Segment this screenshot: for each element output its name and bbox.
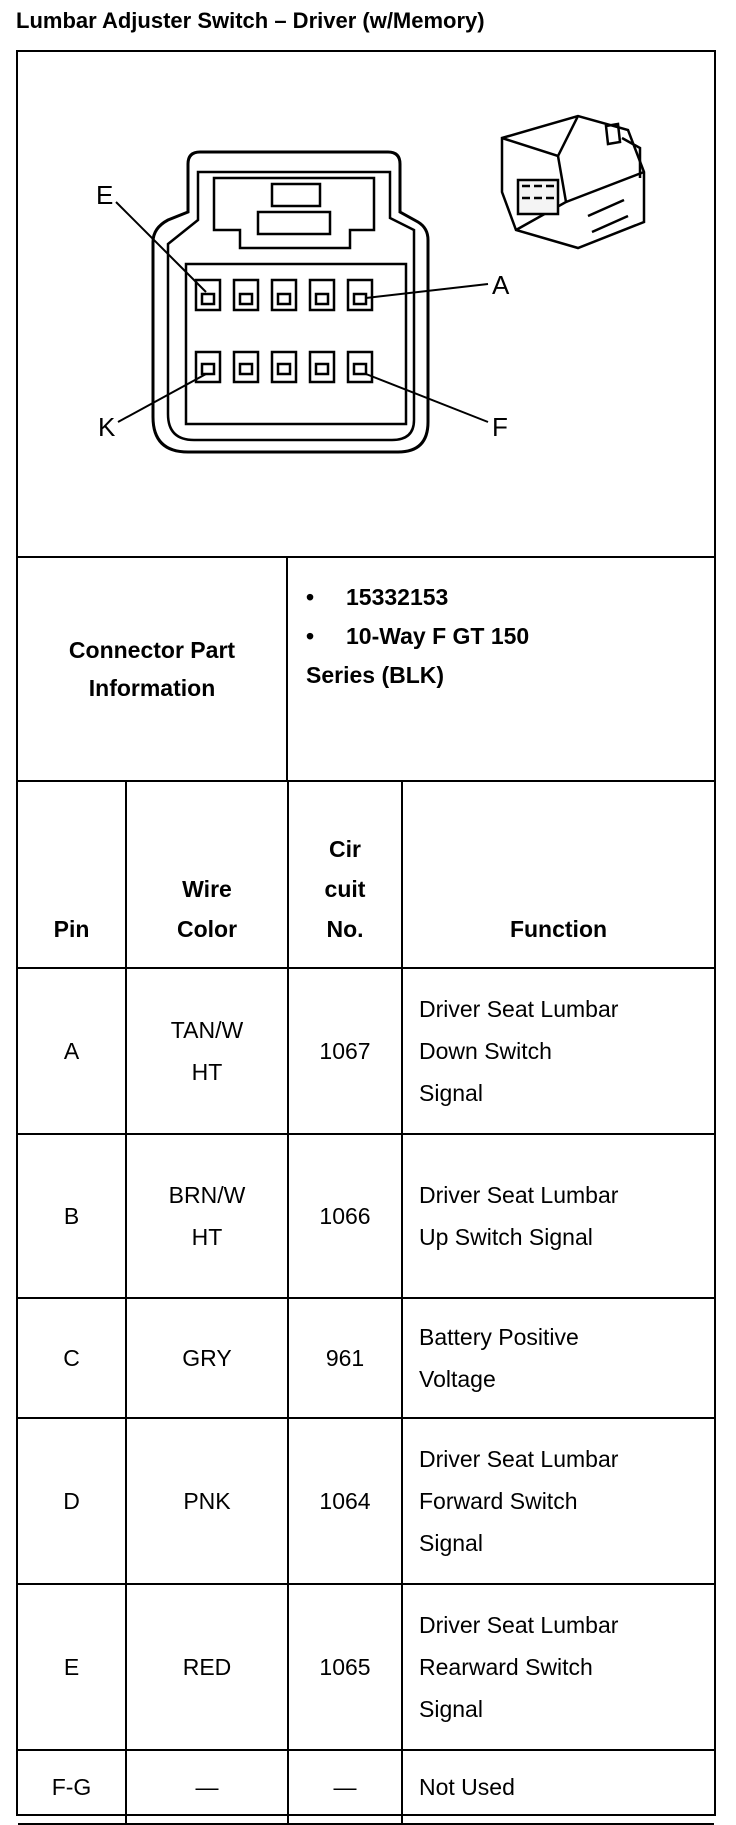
- pinout-table: [18, 782, 714, 1825]
- connector-description-line1: 10-Way F GT 150: [346, 623, 530, 649]
- pin-cell: D: [18, 1418, 126, 1584]
- circuit-cell: 1066: [288, 1134, 402, 1298]
- pin-cell: E: [18, 1584, 126, 1750]
- connector-table: [16, 50, 716, 1816]
- function-cell: Not Used: [402, 1750, 714, 1824]
- connector-3d-view: [502, 116, 644, 248]
- connector-diagram-cell: [18, 52, 714, 558]
- pin-label-e: E: [96, 180, 114, 210]
- header-row: [18, 782, 714, 968]
- bullet: •: [306, 623, 315, 649]
- circuit-cell: 1065: [288, 1584, 402, 1750]
- connector-info-label-line2: Information: [88, 675, 216, 701]
- connector-face-diagram: [18, 52, 714, 556]
- pin-cell: A: [18, 968, 126, 1134]
- function-cell: Driver Seat Lumbar Up Switch Signal: [402, 1134, 714, 1298]
- table-row: [18, 1298, 714, 1418]
- table-row: [18, 1418, 714, 1584]
- connector-info-row: [18, 558, 714, 782]
- header-circuit-no: Cir cuit No.: [288, 782, 402, 968]
- pin-label-a: A: [492, 270, 510, 300]
- leader-line-k: [118, 374, 206, 422]
- wire-color-cell: PNK: [126, 1418, 288, 1584]
- pin-label-k: K: [98, 412, 116, 442]
- header-pin: Pin: [18, 782, 126, 968]
- wire-color-cell: TAN/W HT: [126, 968, 288, 1134]
- part-number-line: [306, 578, 714, 617]
- header-wire-color: Wire Color: [126, 782, 288, 968]
- bullet: •: [306, 584, 315, 610]
- circuit-cell: 1064: [288, 1418, 402, 1584]
- terminal-row-bottom: [196, 352, 372, 382]
- terminal-row-top: [196, 280, 372, 310]
- wire-color-cell: BRN/W HT: [126, 1134, 288, 1298]
- function-cell: Driver Seat Lumbar Rearward Switch Signal: [402, 1584, 714, 1750]
- function-cell: Driver Seat Lumbar Down Switch Signal: [402, 968, 714, 1134]
- description-line: [306, 617, 714, 656]
- pin-cell: F-G: [18, 1750, 126, 1824]
- pin-label-f: F: [492, 412, 508, 442]
- table-row: [18, 1134, 714, 1298]
- connector-info-label-line1: Connector Part: [68, 637, 236, 663]
- table-row: [18, 1584, 714, 1750]
- header-function: Function: [402, 782, 714, 968]
- pin-cell: C: [18, 1298, 126, 1418]
- circuit-cell: 961: [288, 1298, 402, 1418]
- wire-color-cell: —: [126, 1750, 288, 1824]
- connector-description-line2: Series (BLK): [306, 662, 445, 688]
- function-cell: Driver Seat Lumbar Forward Switch Signal: [402, 1418, 714, 1584]
- page-title: Lumbar Adjuster Switch – Driver (w/Memory): [16, 8, 485, 33]
- latch-slot: [272, 184, 320, 206]
- wire-color-cell: RED: [126, 1584, 288, 1750]
- part-number: 15332153: [346, 584, 449, 610]
- table-row: [18, 1750, 714, 1824]
- function-cell: Battery Positive Voltage: [402, 1298, 714, 1418]
- wire-color-cell: GRY: [126, 1298, 288, 1418]
- table-row: [18, 968, 714, 1134]
- connector-info-values: [288, 558, 714, 780]
- circuit-cell: 1067: [288, 968, 402, 1134]
- circuit-cell: —: [288, 1750, 402, 1824]
- pin-cell: B: [18, 1134, 126, 1298]
- connector-info-label: [18, 558, 288, 780]
- leader-line-e: [116, 202, 206, 292]
